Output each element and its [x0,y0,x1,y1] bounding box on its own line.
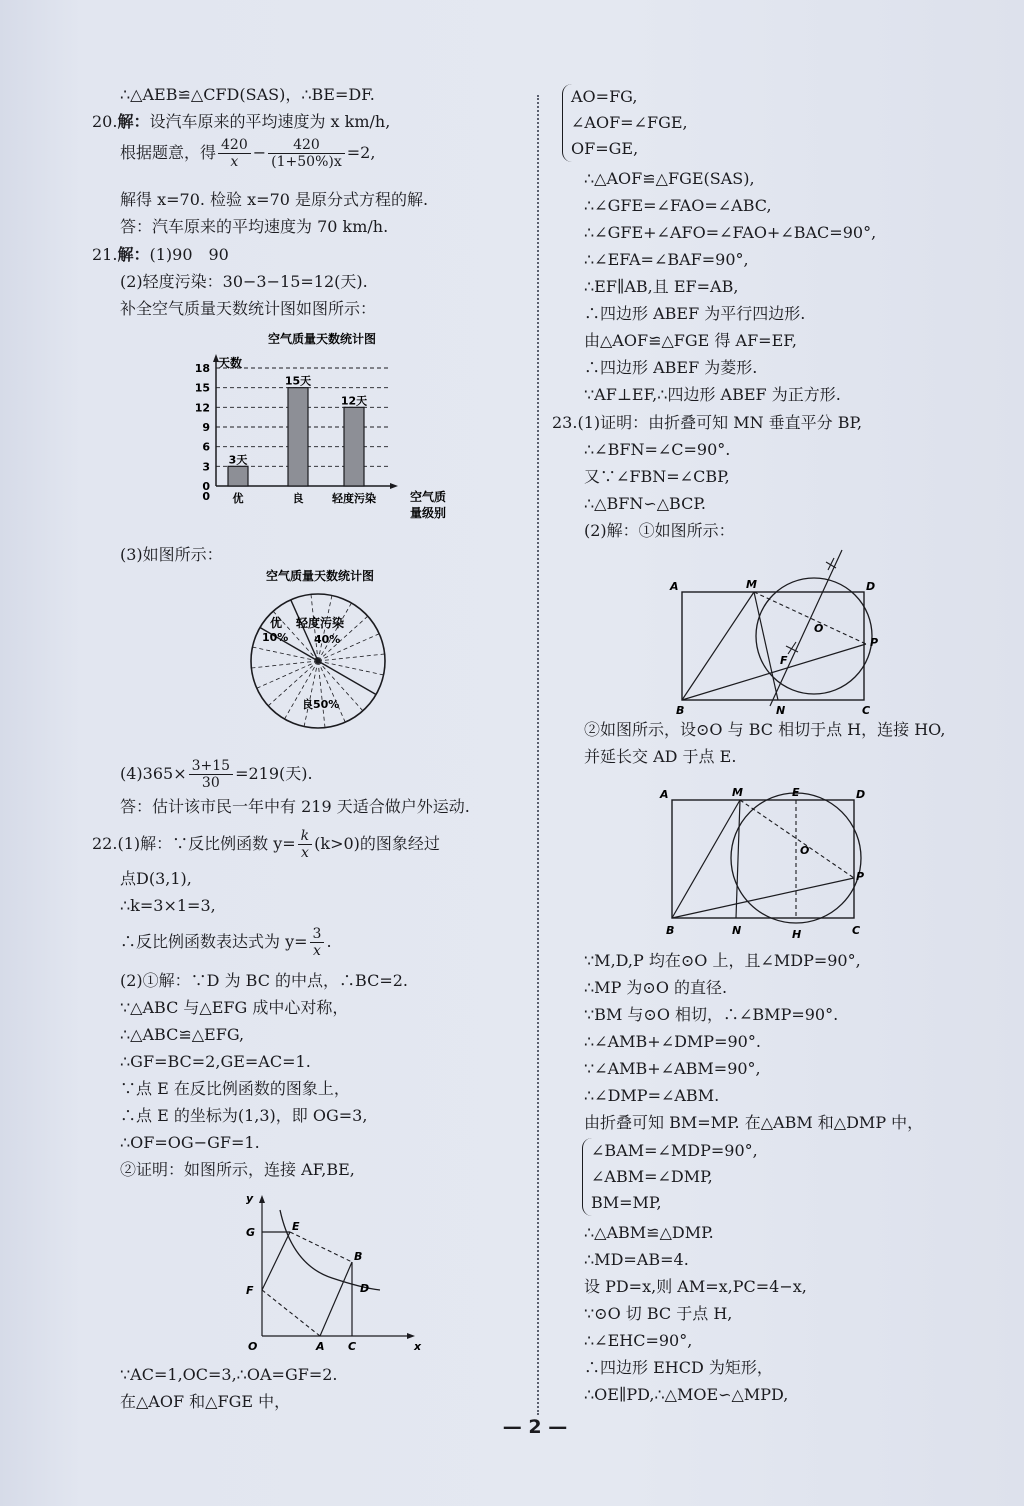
text-line: ∴∠GFE+∠AFO=∠FAO+∠BAC=90°, [584,223,877,242]
point-label: A [316,1340,325,1353]
chart-title: 空气质量天数统计图 [265,569,375,583]
text-span: (1)证明：由折叠可知 MN 垂直平分 BP, [577,413,863,432]
q22-d-line [120,924,332,960]
text-line: ∴MP 为⊙O 的直径. [584,978,728,997]
text-line: ∵AC=1,OC=3,∴OA=GF=2. [120,1365,338,1384]
point-label: O [800,844,810,857]
text-line: 解得 x=70. 检验 x=70 是原分式方程的解. [120,190,429,209]
text-line: ∴点 E 的坐标为(1,3)，即 OG=3, [120,1106,368,1125]
text-line: ∴△BFN∽△BCP. [584,494,706,513]
bar-data-label: 12天 [340,394,368,408]
text-line: 答：估计该市民一年中有 219 天适合做户外运动. [120,797,470,816]
text-line: ∴∠EFA=∠BAF=90°, [584,250,749,269]
pie-ray [251,661,318,668]
pie-ray [318,603,352,661]
text-span: ∴反比例函数表达式为 y= [120,932,308,951]
q20-equation [120,135,375,171]
text-line: ∴OE∥PD,∴△MOE∽△MPD, [584,1385,789,1404]
brace-line: ∠ABM=∠DMP, [591,1167,713,1186]
y-tick-label: 3 [202,460,210,474]
point-label: O [248,1340,258,1353]
question-number: 21. [92,245,118,264]
point-label: D [856,788,866,801]
text-line: ②如图所示，设⊙O 与 BC 相切于点 H，连接 HO, [584,720,946,739]
category-label: 良 [292,492,304,505]
point-label: M [746,578,757,591]
pie-chart [242,568,392,758]
bar-0 [228,466,248,486]
text-line: ∴四边形 ABEF 为平行四边形. [584,304,806,323]
point-label: A [660,788,669,801]
text-line: (3)如图所示： [120,545,223,564]
figure-23b [656,774,876,944]
text-line: (2)解：①如图所示： [584,521,735,540]
brace-line: ∠BAM=∠MDP=90°, [591,1141,758,1160]
text-line: 答：汽车原来的平均速度为 70 km/h. [120,217,389,236]
text-line: 点D(3,1), [120,869,192,888]
category-label: 优 [232,492,244,505]
text-line: ∴EF∥AB,且 EF=AB, [584,277,739,296]
x-axis-label: 空气质 [410,490,447,504]
text-line: 由△AOF≌△FGE 得 AF=EF, [584,331,797,350]
point-label: F [246,1284,254,1297]
text-line: 补全空气质量天数统计图如图所示： [120,299,377,318]
fraction: $\frac{3}{x}$ [310,926,325,959]
text-line: ∴∠AMB+∠DMP=90°. [584,1032,761,1051]
point-label: G [246,1226,256,1239]
slice-pct-qd: 40% [314,633,341,646]
text-line: ∴OF=OG−GF=1. [120,1133,260,1152]
y-tick-label: 18 [194,362,210,375]
pie-ray [252,647,318,661]
slice-label-you: 优 [270,616,283,630]
answer-label: 解： [117,245,150,264]
system-brace [562,84,688,162]
point-label: C [862,704,871,716]
point-label: M [732,786,743,799]
point-label: A [670,580,679,593]
y-axis-label: 天数 [218,356,243,370]
q21-line [92,244,229,266]
pie-ray [318,661,345,722]
figure-23a [666,546,886,716]
point-label: C [852,924,861,937]
point-label: H [792,928,802,941]
point-label: N [776,704,786,716]
text-span: 设汽车原来的平均速度为 x km/h, [149,112,391,131]
text-line: ∴∠BFN=∠C=90°. [584,440,731,459]
question-number: 23. [552,413,578,432]
y-tick-label: 6 [202,440,210,454]
text-span: =2, [346,143,376,162]
bar-data-label: 3天 [228,453,248,467]
text-line: ∴△AEB≌△CFD(SAS)，∴BE=DF. [120,85,375,104]
bar-1 [288,388,308,486]
brace-line: ∠AOF=∠FGE, [571,113,688,132]
answer-label: 解： [117,112,150,131]
y-tick-label: 9 [202,421,210,434]
text-line: ②证明：如图所示，连接 AF,BE, [120,1160,355,1179]
bar-chart [182,328,482,528]
slice-label-qd: 轻度污染 [296,616,345,630]
page-number: — 2 — [502,1416,568,1438]
point-label: O [814,622,824,635]
question-number: 22. [92,834,118,853]
point-label: E [792,786,800,799]
text-line: ∴∠EHC=90°, [584,1331,693,1350]
point-label: D [866,580,876,593]
text-line: ∴GF=BC=2,GE=AC=1. [120,1052,311,1071]
point-label: B [666,924,675,937]
y-tick-label: 12 [194,401,210,415]
category-label: 轻度污染 [332,492,376,505]
question-number: 20. [92,112,118,131]
text-line: ∴△AOF≌△FGE(SAS), [584,169,755,188]
text-line: ∵BM 与⊙O 相切，∴∠BMP=90°. [584,1005,839,1024]
column-divider [537,95,539,1415]
text-line: ∵点 E 在反比例函数的图象上， [120,1079,350,1098]
text-line: ∴△ABC≌△EFG, [120,1025,245,1044]
text-line: (2)①解：∵D 为 BC 的中点，∴BC=2. [120,971,409,990]
text-line: ∵AF⊥EF,∴四边形 ABEF 为正方形. [584,385,841,404]
point-label: y [246,1192,254,1205]
point-label: B [676,704,685,716]
pie-ray [318,661,325,728]
text-line: ∴四边形 EHCD 为矩形， [584,1358,773,1377]
fraction: $\frac{420}{x}$ [218,137,251,170]
pie-ray [291,600,318,661]
text-line: ∵∠AMB+∠ABM=90°, [584,1059,761,1078]
x-axis-arrow [390,483,398,489]
y-tick-label: 0 [202,480,210,493]
fraction: $\frac{420}{(1+50\%)x}$ [268,137,345,170]
text-line: 设 PD=x,则 AM=x,PC=4−x, [584,1277,807,1296]
text-span: (1)90 90 [149,245,229,264]
point-label: D [360,1282,370,1295]
text-line: 又∵∠FBN=∠CBP, [584,467,730,486]
point-label: E [292,1220,300,1233]
system-brace [582,1138,758,1216]
text-line: ∴k=3×1=3, [120,896,216,915]
text-line: ∴∠GFE=∠FAO=∠ABC, [584,196,772,215]
x-axis-label: 量级别 [410,506,447,520]
text-span: (k>0)的图象经过 [314,834,440,853]
text-line: 并延长交 AD 于点 E. [584,747,737,766]
slice-pct-you: 10% [262,631,289,644]
bars [202,375,376,505]
text-line: 在△AOF 和△FGE 中， [120,1392,291,1411]
point-label: x [414,1340,422,1353]
pie-ray [318,661,384,675]
text-line: 由折叠可知 BM=MP. 在△ABM 和△DMP 中， [584,1113,924,1132]
point-label: F [780,654,788,667]
point-label: P [856,870,865,883]
text-line: ∴MD=AB=4. [584,1250,689,1269]
q23-line [552,412,862,434]
text-span: . [326,932,332,951]
pie-ray [318,661,376,695]
minus-sign: − [252,143,267,162]
text-line: ∴∠DMP=∠ABM. [584,1086,720,1105]
pie-ray [304,661,318,727]
brace-line: BM=MP, [591,1193,662,1212]
text-span: (1)解：∵反比例函数 y= [117,834,296,853]
slice-label-liang: 良50% [302,698,340,711]
chart-title: 空气质量天数统计图 [267,332,377,346]
text-line: ∵⊙O 切 BC 于点 H, [584,1304,733,1323]
q20-line [92,111,390,133]
bar-2 [344,407,364,486]
fraction: $\frac{3+15}{30}$ [189,758,233,791]
origin-label: 0 [202,490,210,503]
brace-line: AO=FG, [571,87,638,106]
point-label: C [348,1340,357,1353]
bar-data-label: 15天 [284,374,312,388]
point-label: N [732,924,742,937]
y-tick-label: 15 [194,381,210,395]
point-label: P [870,636,879,649]
q22-line [92,826,440,862]
text-line: ∴△ABM≌△DMP. [584,1223,714,1242]
text-line: ∵M,D,P 均在⊙O 上，且∠MDP=90°, [584,951,861,970]
y-tick-labels [195,362,211,493]
fraction: $\frac{k}{x}$ [298,828,312,861]
figure-22 [232,1190,432,1360]
text-span: 根据题意，得 [120,143,217,162]
text-span: (4)365× [120,764,187,783]
pie-ray [318,654,385,661]
text-span: =219(天). [235,764,313,783]
point-label: B [354,1250,363,1263]
text-line: ∵△ABC 与△EFG 成中心对称， [120,998,349,1017]
text-line: (2)轻度污染：30−3−15=12(天). [120,272,368,291]
q21-4-line [120,756,313,792]
pie-center [316,659,321,664]
pie-ray [257,661,318,688]
brace-line: OF=GE, [571,139,639,158]
text-line: ∴四边形 ABEF 为菱形. [584,358,758,377]
